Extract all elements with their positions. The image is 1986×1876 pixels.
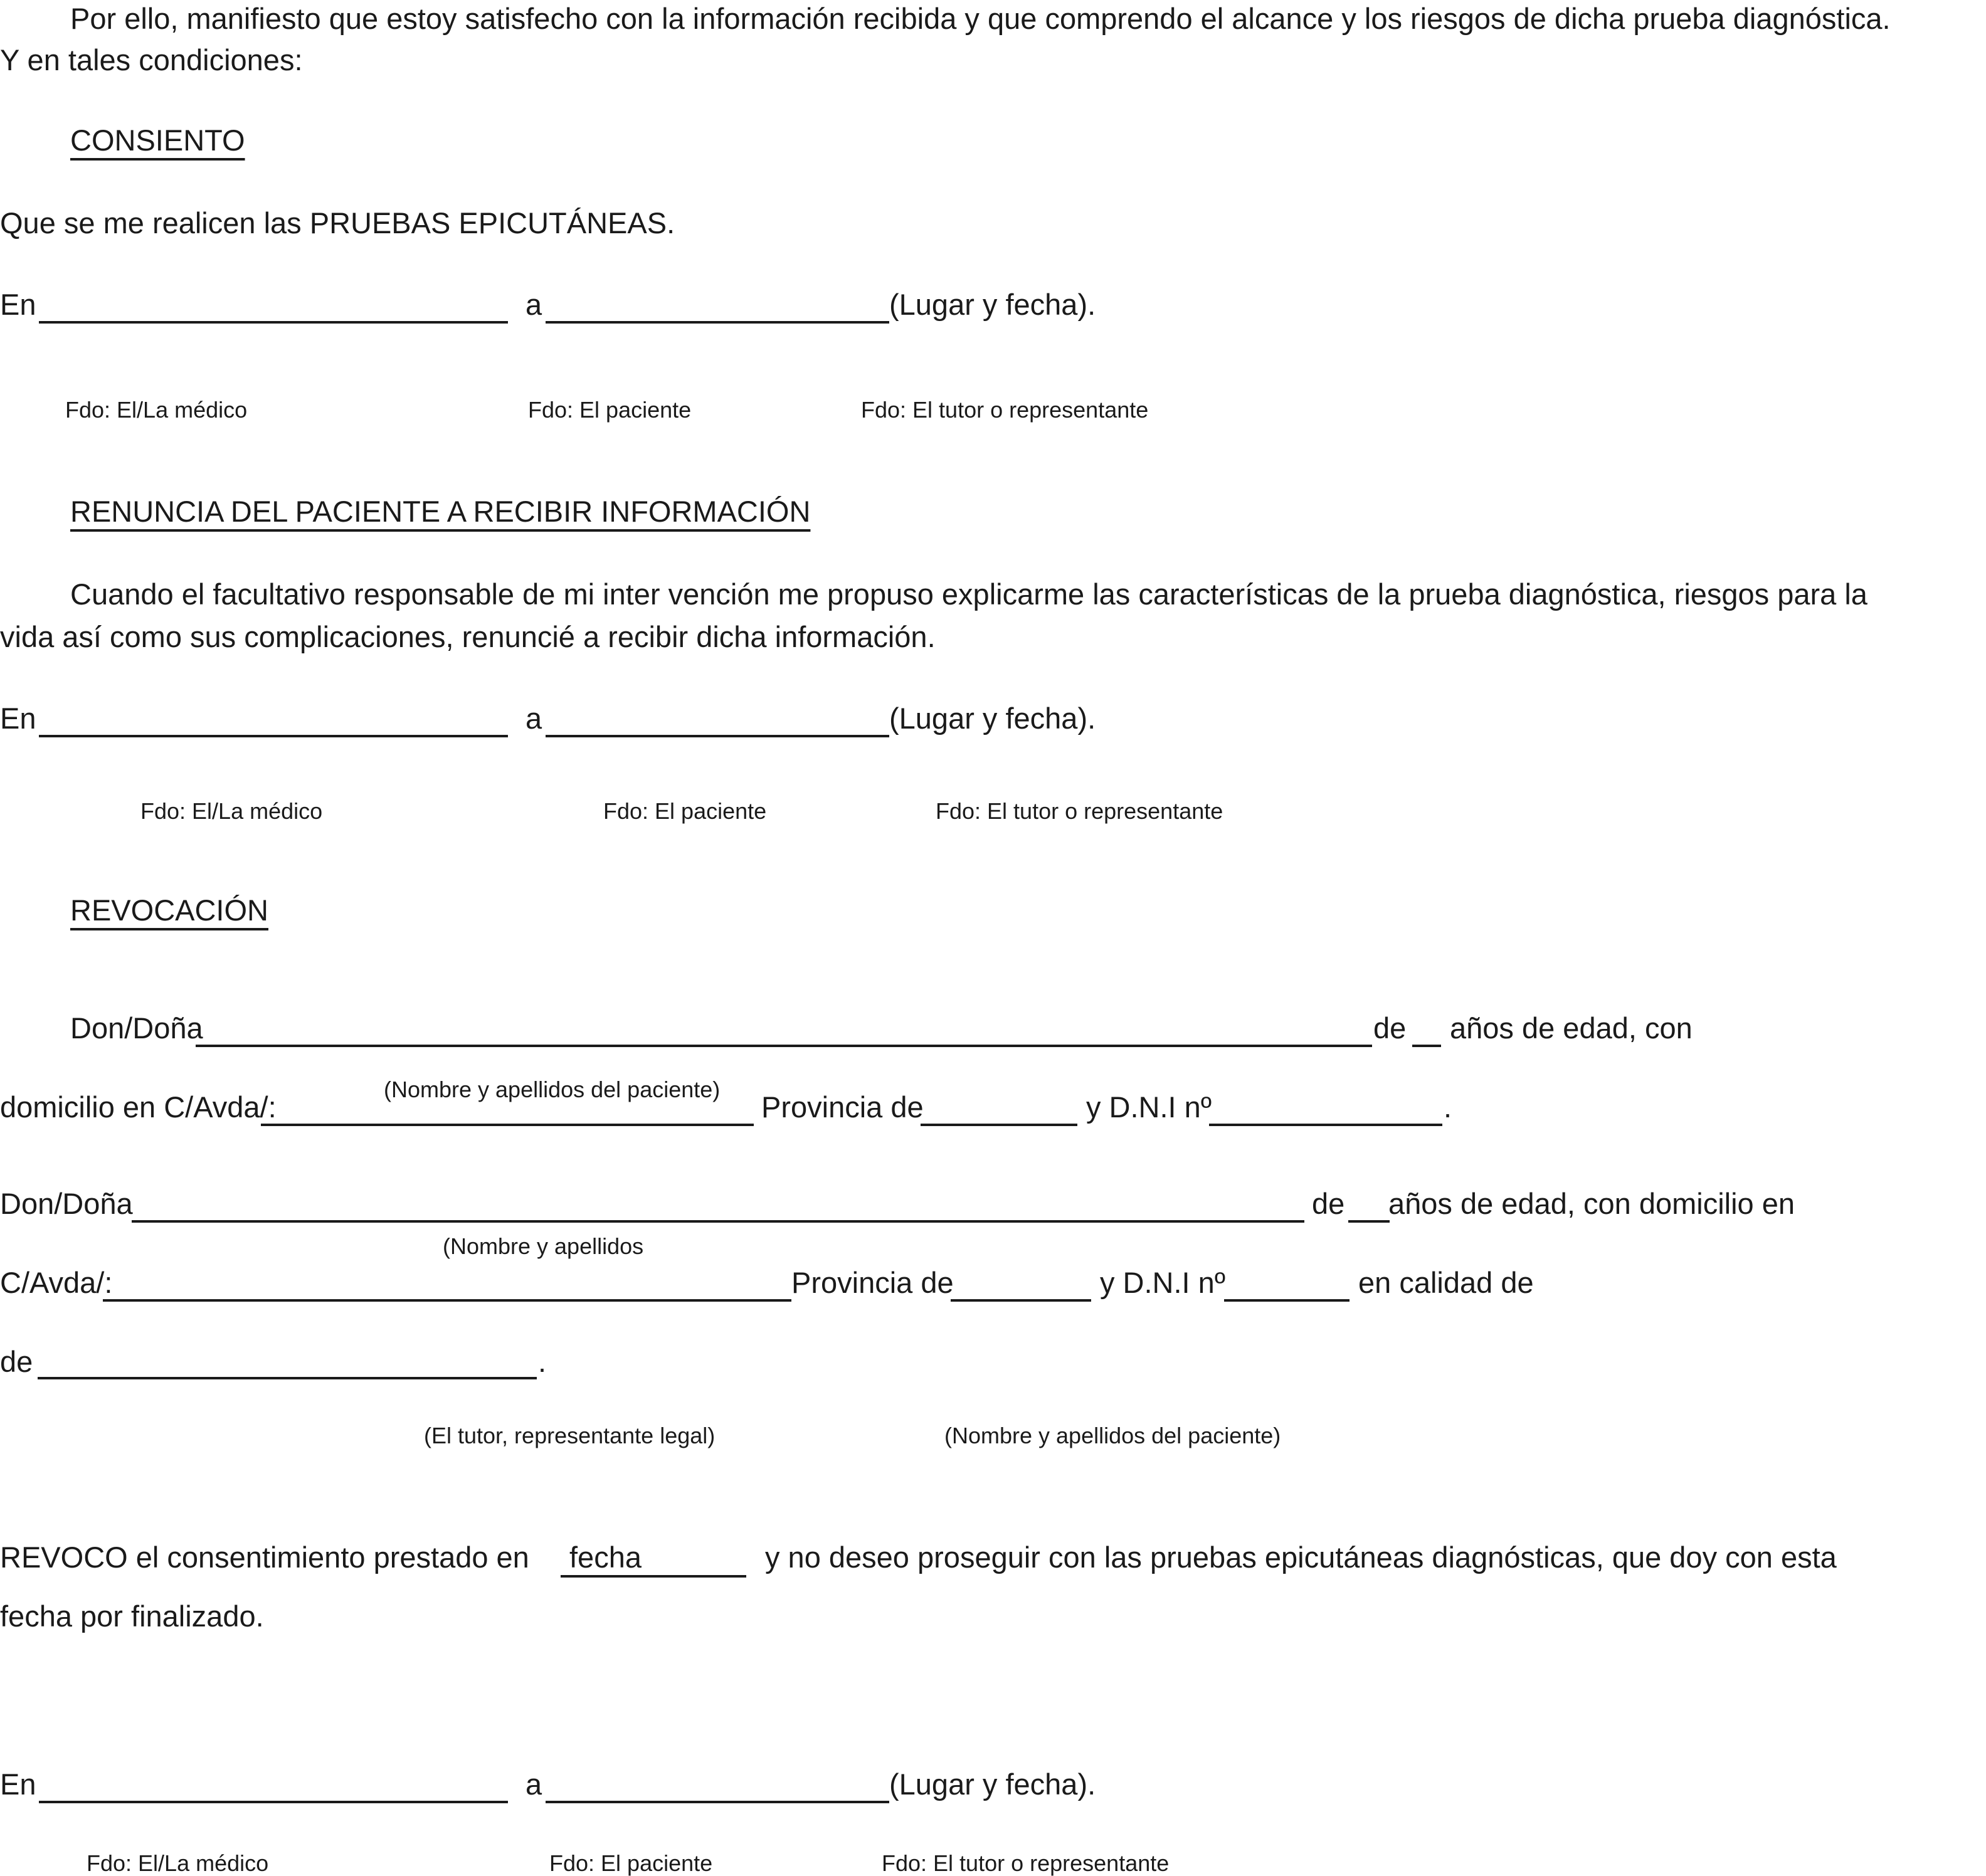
caption-tutor: (El tutor, representante legal) — [424, 1423, 716, 1448]
tutor-address-field[interactable] — [103, 1299, 791, 1302]
intro-line-1: Por ello, manifiesto que estoy satisfecho con la información recibida y que comprendo el alcance y los riesgos de dicha prueba diagnóstica. — [70, 2, 1891, 35]
revoco-text-pre: REVOCO el consentimiento prestado en — [0, 1541, 529, 1574]
en-calidad-label: en calidad de — [1358, 1266, 1534, 1299]
don-dona-label-1: Don/Doña — [70, 1011, 203, 1045]
place-field-1[interactable] — [39, 321, 508, 324]
waiver-line-2: vida así como sus complicaciones, renuncié a recibir dicha información. — [0, 620, 936, 653]
signature-patient-3: Fdo: El paciente — [549, 1850, 713, 1876]
period-1: . — [1444, 1090, 1452, 1124]
tutor-role-field[interactable] — [38, 1377, 537, 1379]
tutor-name-field[interactable] — [132, 1220, 1304, 1223]
signature-doctor-3: Fdo: El/La médico — [87, 1850, 269, 1876]
de-label-3: de — [0, 1345, 33, 1378]
dni-label-1: y D.N.I nº — [1086, 1090, 1212, 1124]
caption-name-short: (Nombre y apellidos — [443, 1233, 644, 1259]
place-field-3[interactable] — [39, 1801, 508, 1803]
place-en-label-2: En — [0, 702, 36, 735]
signature-patient-2: Fdo: El paciente — [603, 798, 767, 824]
anos-edad-con-label: años de edad, con — [1450, 1011, 1693, 1045]
place-en-label-3: En — [0, 1768, 36, 1801]
patient-name-field[interactable] — [196, 1045, 1372, 1047]
revoco-text-line-2: fecha por finalizado. — [0, 1599, 264, 1633]
revoco-text-post: y no deseo proseguir con las pruebas epicutáneas diagnósticas, que doy con esta — [765, 1541, 1837, 1574]
revocation-heading: REVOCACIÓN — [70, 893, 268, 927]
caption-patient-name-2: (Nombre y apellidos del paciente) — [944, 1423, 1281, 1448]
tutor-age-field[interactable] — [1348, 1220, 1390, 1223]
place-field-2[interactable] — [39, 735, 508, 737]
signature-tutor-1: Fdo: El tutor o representante — [861, 397, 1149, 423]
date-a-label-3: a — [526, 1768, 542, 1801]
caption-patient-name: (Nombre y apellidos del paciente) — [384, 1077, 721, 1102]
tutor-province-field[interactable] — [951, 1299, 1091, 1302]
cavda-label: C/Avda/: — [0, 1266, 113, 1299]
signature-doctor-1: Fdo: El/La médico — [65, 397, 248, 423]
date-field-2[interactable] — [546, 735, 889, 737]
signature-tutor-3: Fdo: El tutor o representante — [882, 1850, 1170, 1876]
anos-edad-domicilio-label: años de edad, con domicilio en — [1388, 1187, 1795, 1220]
consent-text: Que se me realicen las PRUEBAS EPICUTÁNEAS. — [0, 206, 675, 240]
date-a-label-2: a — [526, 702, 542, 735]
waiver-heading: RENUNCIA DEL PACIENTE A RECIBIR INFORMACIÓN — [70, 495, 811, 528]
patient-province-field[interactable] — [921, 1124, 1077, 1126]
waiver-line-1: Cuando el facultativo responsable de mi inter vención me propuso explicarme las características de la prueba diagnóstica, riesgos para la — [70, 577, 1867, 611]
de-label-1: de — [1373, 1011, 1407, 1045]
domicilio-label: domicilio en C/Avda/: — [0, 1090, 277, 1124]
place-date-suffix-2: (Lugar y fecha). — [889, 702, 1096, 735]
consent-heading: CONSIENTO — [70, 124, 245, 157]
place-date-suffix-3: (Lugar y fecha). — [889, 1768, 1096, 1801]
intro-line-2: Y en tales condiciones: — [0, 43, 303, 76]
revocation-date-field[interactable] — [561, 1575, 746, 1578]
date-field-1[interactable] — [546, 321, 889, 324]
signature-doctor-2: Fdo: El/La médico — [140, 798, 323, 824]
dni-label-2: y D.N.I nº — [1100, 1266, 1225, 1299]
signature-patient-1: Fdo: El paciente — [528, 397, 692, 423]
tutor-dni-field[interactable] — [1224, 1299, 1350, 1302]
patient-dni-field[interactable] — [1209, 1124, 1442, 1126]
place-en-label-1: En — [0, 288, 36, 321]
signature-tutor-2: Fdo: El tutor o representante — [936, 798, 1223, 824]
date-a-label-1: a — [526, 288, 542, 321]
provincia-label-2: Provincia de — [791, 1266, 954, 1299]
de-label-2: de — [1312, 1187, 1345, 1220]
period-2: . — [538, 1345, 547, 1378]
patient-age-field[interactable] — [1412, 1045, 1441, 1047]
don-dona-label-2: Don/Doña — [0, 1187, 133, 1220]
revoco-fecha-label: fecha — [569, 1541, 642, 1574]
patient-address-field[interactable] — [261, 1124, 754, 1126]
date-field-3[interactable] — [546, 1801, 889, 1803]
provincia-label-1: Provincia de — [761, 1090, 924, 1124]
place-date-suffix-1: (Lugar y fecha). — [889, 288, 1096, 321]
